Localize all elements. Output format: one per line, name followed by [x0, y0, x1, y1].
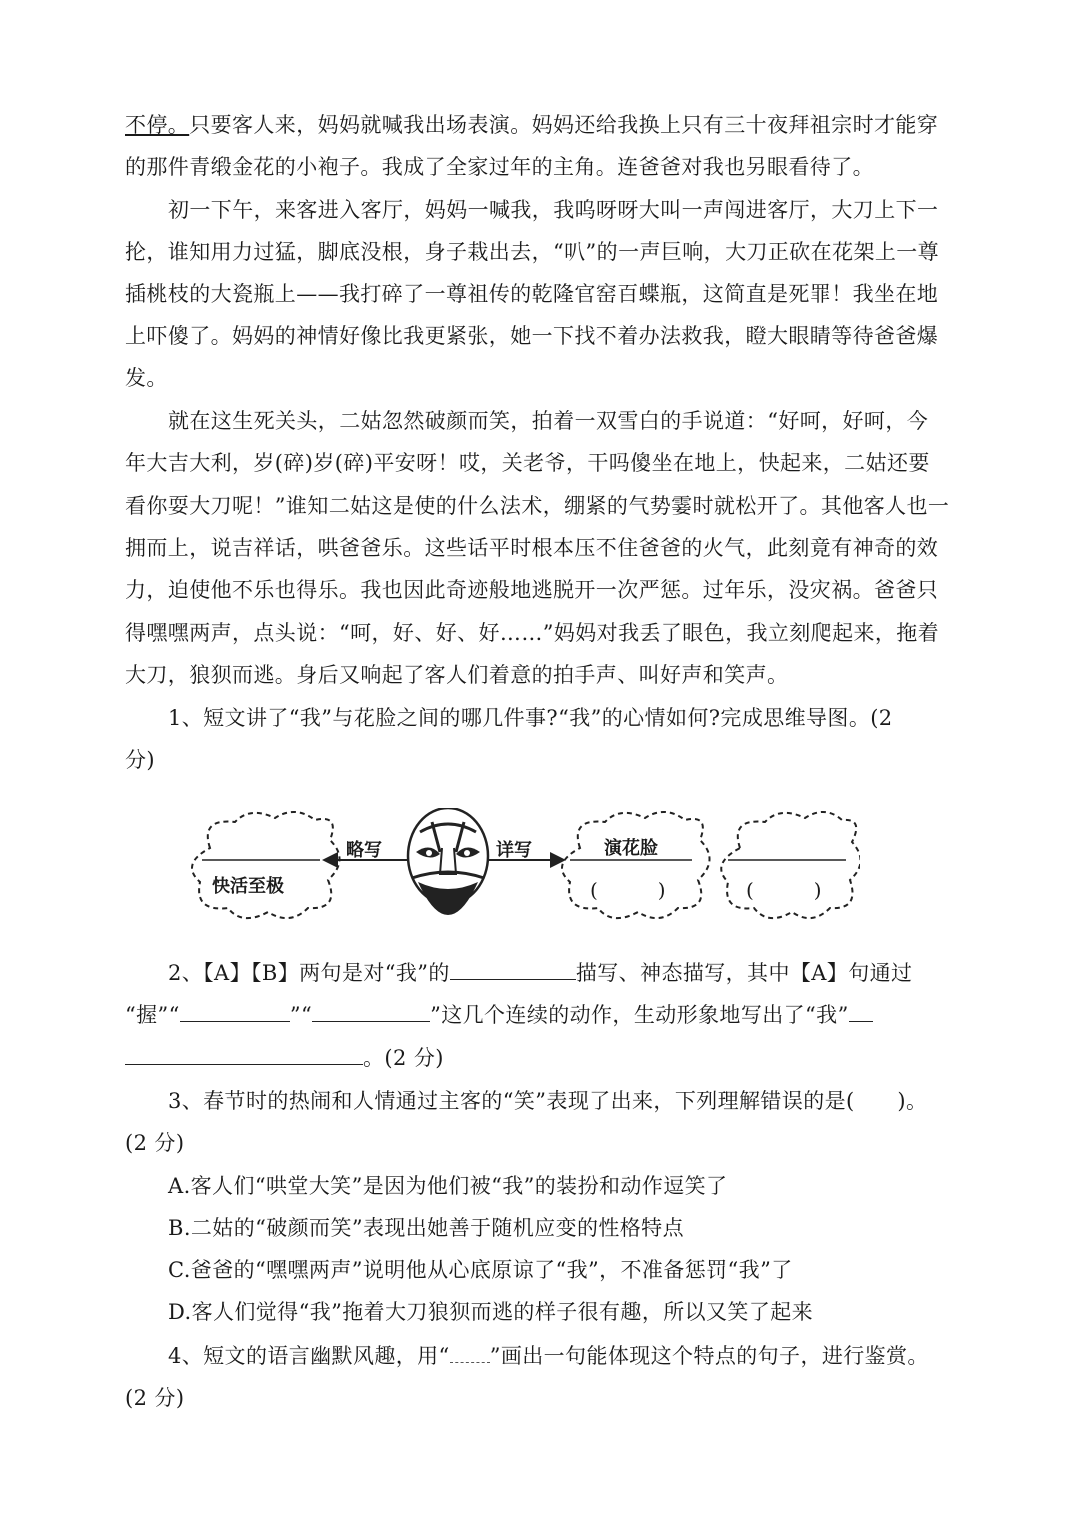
underlined-text: 不停。: [125, 113, 190, 137]
dashed-underline-sample: [450, 1342, 490, 1363]
passage-line: 看你耍大刀呢！”谁知二姑这是使的什么法术，绷紧的气势霎时就松开了。其他客人也一: [125, 494, 950, 518]
question-1: 1、短文讲了“我”与花脸之间的哪几件事?“我”的心情如何?完成思维导图。(2: [168, 706, 893, 730]
passage-line: 的那件青缎金花的小袍子。我成了全家过年的主角。连爸爸对我也另眼看待了。: [125, 155, 874, 179]
question-4-cont: (2 分): [125, 1386, 185, 1410]
passage-line: 插桃枝的大瓷瓶上——我打碎了一尊祖传的乾隆官窑百蝶瓶，这简直是死罪！我坐在地: [125, 282, 939, 306]
right-cloud-paren: ( ): [746, 878, 822, 902]
option-a[interactable]: A.客人们“哄堂大笑”是因为他们被“我”的装扮和动作逗笑了: [168, 1174, 728, 1198]
option-b[interactable]: B.二姑的“破颜而笑”表现出她善于随机应变的性格特点: [168, 1216, 684, 1240]
question-2-text-f: 。(2 分): [363, 1046, 444, 1070]
question-4-text-b: ”画出一句能体现这个特点的句子，进行鉴赏。: [489, 1344, 929, 1368]
answer-blank[interactable]: [125, 1044, 363, 1065]
question-2-text-c: “握”“: [125, 1003, 180, 1027]
question-2-text-e: ”这几个连续的动作，生动形象地写出了“我”: [430, 1003, 849, 1027]
right-arrow-head: [550, 852, 566, 868]
left-cloud-label: 快活至极: [212, 876, 284, 897]
passage-line: 大刀，狼狈而逃。身后又响起了客人们着意的拍手声、叫好声和笑声。: [125, 663, 789, 687]
question-2-cont: [125, 1044, 960, 1072]
question-1-cont: 分): [125, 748, 155, 772]
answer-blank[interactable]: [849, 1001, 873, 1022]
passage-line: 拥而上，说吉祥话，哄爸爸乐。这些话平时根本压不住爸爸的火气，此刻竟有神奇的效: [125, 536, 939, 560]
left-arrow-label: 略写: [346, 840, 382, 861]
middle-cloud-label: 演花脸: [604, 838, 658, 859]
middle-cloud-paren: ( ): [590, 878, 666, 902]
option-c[interactable]: C.爸爸的“嘿嘿两声”说明他从心底原谅了“我”，不准备惩罚“我”了: [168, 1258, 793, 1282]
passage-line: 力，迫使他不乐也得乐。我也因此奇迹般地逃脱开一次严惩。过年乐，没灾祸。爸爸只: [125, 578, 939, 602]
question-3-cont: (2 分): [125, 1131, 185, 1155]
left-cloud-shape: [192, 812, 340, 918]
question-3: 3、春节时的热闹和人情通过主客的“笑”表现了出来，下列理解错误的是( )。: [168, 1089, 928, 1113]
passage-line: 初一下午，来客进入客厅，妈妈一喊我，我呜呀呀大叫一声闯进客厅，大刀上下一: [168, 198, 939, 222]
answer-blank[interactable]: [312, 1001, 430, 1022]
option-d[interactable]: D.客人们觉得“我”拖着大刀狼狈而逃的样子很有趣，所以又笑了起来: [168, 1300, 814, 1324]
passage-line: 年大吉大利，岁(碎)岁(碎)平安呀！哎，关老爷，干吗傻坐在地上，快起来，二姑还要: [125, 451, 930, 475]
left-arrow-head: [322, 852, 338, 868]
question-2-text-d: ”“: [289, 1003, 313, 1027]
question-2-text-a: 2、【A】【B】两句是对“我”的: [168, 961, 450, 985]
question-2-cont: [125, 1001, 960, 1029]
passage-line: 得嘿嘿两声，点头说：“呵，好、好、好……”妈妈对我丢了眼色，我立刻爬起来，拖着: [125, 621, 940, 645]
passage-line: 就在这生死关头，二姑忽然破颜而笑，拍着一双雪白的手说道：“好呵，好呵，今: [168, 409, 929, 433]
passage-line: [125, 111, 960, 139]
passage-text: 只要客人来，妈妈就喊我出场表演。妈妈还给我换上只有三十夜拜祖宗时才能穿: [189, 113, 939, 137]
opera-mask-icon: [408, 808, 488, 915]
question-4: [168, 1342, 960, 1370]
question-2-text-b: 描写、神态描写，其中【A】句通过: [575, 961, 913, 985]
passage-line: 发。: [125, 366, 168, 390]
question-4-text-a: 4、短文的语言幽默风趣，用“: [168, 1344, 450, 1368]
mind-map-diagram: [180, 808, 860, 940]
question-2: [168, 959, 960, 987]
answer-blank[interactable]: [180, 1001, 290, 1022]
passage-line: 上吓傻了。妈妈的神情好像比我更紧张，她一下找不着办法救我，瞪大眼睛等待爸爸爆: [125, 324, 939, 348]
right-arrow-label: 详写: [496, 840, 532, 861]
answer-blank[interactable]: [450, 959, 576, 980]
passage-line: 抡，谁知用力过猛，脚底没根，身子栽出去，“叭”的一声巨响，大刀正砍在花架上一尊: [125, 240, 940, 264]
